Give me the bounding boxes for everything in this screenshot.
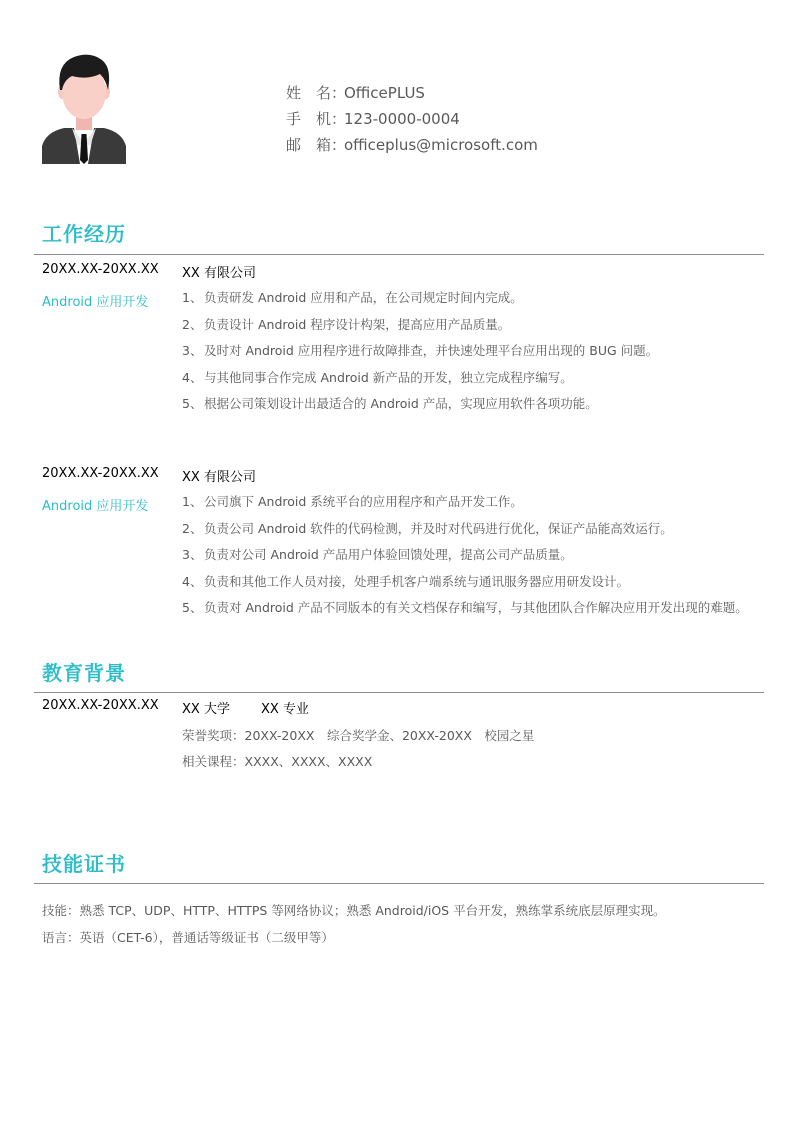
duty-item: 3、 及时对 Android 应用程序进行故障排查，并快速处理平台应用出现的 BUG 问题。: [182, 343, 659, 358]
work-2-company: XX 有限公司: [182, 470, 256, 485]
email-value: officeplus@microsoft.com: [344, 136, 538, 154]
email-label: 邮 箱：: [286, 136, 347, 154]
education-school: XX 大学: [182, 702, 230, 717]
education-courses: 相关课程：XXXX、XXXX、XXXX: [182, 754, 373, 769]
duty-item: 1、 公司旗下 Android 系统平台的应用程序和产品开发工作。: [182, 494, 523, 509]
contact-info: [286, 80, 538, 158]
duty-item: 5、 根据公司策划设计出最适合的 Android 产品，实现应用软件各项功能。: [182, 396, 598, 411]
work-2-role: Android 应用开发: [42, 499, 149, 514]
education-divider: [34, 692, 764, 693]
duty-item: 1、 负责研发 Android 应用和产品，在公司规定时间内完成。: [182, 290, 523, 305]
name-row: [286, 80, 538, 106]
work-1-date: 20XX.XX-20XX.XX: [42, 262, 159, 277]
education-honors: 荣誉奖项：20XX-20XX 综合奖学金、20XX-20XX 校园之星: [182, 728, 535, 743]
work-2-date: 20XX.XX-20XX.XX: [42, 466, 159, 481]
skills-section-title: 技能证书: [42, 852, 126, 876]
education-major: XX 专业: [261, 702, 309, 717]
work-1-company: XX 有限公司: [182, 266, 256, 281]
duty-item: 2、 负责设计 Android 程序设计构架，提高应用产品质量。: [182, 316, 511, 332]
work-1-duties: [182, 285, 762, 418]
phone-value: 123-0000-0004: [344, 110, 460, 128]
work-section-title: 工作经历: [42, 222, 126, 246]
skills-line: 技能：熟悉 TCP、UDP、HTTP、HTTPS 等网络协议；熟悉 Android/iOS 平台开发，熟练掌系统底层原理实现。: [42, 903, 666, 918]
work-divider: [34, 254, 764, 255]
duty-item: 4、 与其他同事合作完成 Android 新产品的开发，独立完成程序编写。: [182, 369, 573, 385]
duty-item: 2、 负责公司 Android 软件的代码检测，并及时对代码进行优化，保证产品能高效运行。: [182, 520, 673, 536]
phone-label: 手 机：: [286, 110, 347, 128]
language-line: 语言：英语（CET-6），普通话等级证书（二级甲等）: [42, 930, 334, 945]
education-date: 20XX.XX-20XX.XX: [42, 698, 159, 713]
email-row: [286, 132, 538, 158]
education-section-title: 教育背景: [42, 661, 126, 685]
duty-item: 4、 负责和其他工作人员对接，处理手机客户端系统与通讯服务器应用研发设计。: [182, 573, 630, 589]
duty-item: 5、 负责对 Android 产品不同版本的有关文档保存和编写，与其他团队合作解决应用开发出现的难题。: [182, 600, 748, 615]
name-value: OfficePLUS: [344, 84, 425, 102]
work-2-duties: [182, 489, 762, 621]
work-1-role: Android 应用开发: [42, 295, 149, 310]
avatar-illustration: [42, 50, 126, 164]
duty-item: 3、 负责对公司 Android 产品用户体验回馈处理，提高公司产品质量。: [182, 547, 573, 562]
name-label: 姓 名：: [286, 84, 347, 102]
phone-row: [286, 106, 538, 132]
avatar: [42, 50, 126, 164]
skills-divider: [34, 883, 764, 884]
